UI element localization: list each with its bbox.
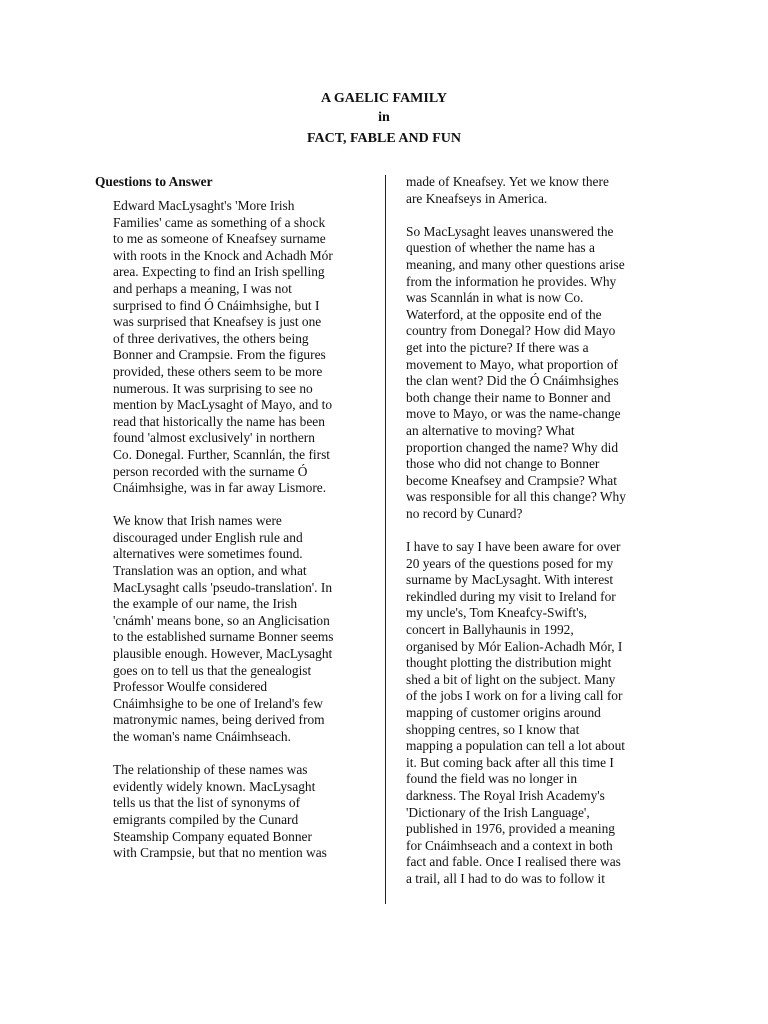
text-line: no record by Cunard? <box>406 505 523 521</box>
text-line: the woman's name Cnáimhseach. <box>113 729 291 744</box>
title-line-2: in <box>378 110 390 125</box>
section-heading: Questions to Answer <box>95 174 213 189</box>
text-line: found the field was no longer in <box>406 771 578 787</box>
text-line: Cnáimhsighe to be one of Ireland's few <box>113 695 323 711</box>
text-line: are Kneafseys in America. <box>406 190 548 206</box>
paragraph <box>113 513 371 745</box>
title-line-3: FACT, FABLE AND FUN <box>307 131 461 146</box>
text-line: was Scannlán in what is now Co. <box>406 290 584 306</box>
text-line: Families' came as something of a shock <box>113 214 326 230</box>
text-line: of three derivatives, the others being <box>113 330 309 346</box>
text-line: alternatives were sometimes found. <box>113 546 303 562</box>
text-line: my uncle's, Tom Kneafcy-Swift's, <box>406 605 588 621</box>
text-line: concert in Ballyhaunis in 1992, <box>406 622 574 638</box>
title-line-1: A GAELIC FAMILY <box>320 91 448 106</box>
text-line: numerous. It was surprising to see no <box>113 380 313 396</box>
text-line: organised by Mór Ealion-Achadh Mór, I <box>406 638 623 654</box>
right-column <box>406 174 659 904</box>
text-line: 'Dictionary of the Irish Language', <box>406 804 590 820</box>
text-line: the example of our name, the Irish <box>113 596 298 612</box>
text-line: was responsible for all this change? Why <box>406 489 626 505</box>
text-line: area. Expecting to find an Irish spelling <box>113 264 325 280</box>
text-line: read that historically the name has been <box>113 413 325 429</box>
text-line: with roots in the Knock and Achadh Mór <box>113 247 333 263</box>
text-line: and perhaps a meaning, I was not <box>113 280 292 296</box>
text-line: move to Mayo, or was the name-change <box>406 406 621 422</box>
text-line: mapping of customer origins around <box>406 705 601 720</box>
text-line: question of whether the name has a <box>406 240 595 256</box>
text-line: found 'almost exclusively' in northern <box>113 430 315 446</box>
text-line: it. But coming back after all this time I <box>406 754 614 770</box>
paragraph <box>113 198 371 497</box>
text-line: evidently widely known. MacLysaght <box>113 778 316 794</box>
text-line: darkness. The Royal Irish Academy's <box>406 787 605 803</box>
text-line: those who did not change to Bonner <box>406 456 600 472</box>
text-line: mention by MacLysaght of Mayo, and to <box>113 397 333 413</box>
column-divider <box>385 175 386 904</box>
paragraph <box>406 539 659 887</box>
text-line: emigrants compiled by the Cunard <box>113 811 299 827</box>
document-title <box>0 90 768 147</box>
text-line: shed a bit of light on the subject. Many <box>406 671 616 687</box>
text-line: the clan went? Did the Ó Cnáimhsighes <box>406 373 619 389</box>
text-line: to the established surname Bonner seems <box>113 629 334 645</box>
text-line: discouraged under English rule and <box>113 529 303 545</box>
text-line: surname by MacLysaght. With interest <box>406 572 614 588</box>
text-line: tells us that the list of synonyms of <box>113 795 301 811</box>
text-line: rekindled during my visit to Ireland for <box>406 588 616 604</box>
text-line: 'cnámh' means bone, so an Anglicisation <box>113 612 330 628</box>
text-line: for Cnáimhseach and a context in both <box>406 837 613 853</box>
text-line: So MacLysaght leaves unanswered the <box>406 223 614 239</box>
text-line: both change their name to Bonner and <box>406 389 611 405</box>
text-line: MacLysaght calls 'pseudo-translation'. In <box>113 579 333 595</box>
text-line: movement to Mayo, what proportion of <box>406 356 618 372</box>
left-column <box>113 198 371 878</box>
text-line: provided, these others seem to be more <box>113 363 323 379</box>
text-line: Co. Donegal. Further, Scannlán, the first <box>113 446 331 462</box>
text-line: mapping a population can tell a lot about <box>406 738 626 754</box>
text-line: proportion changed the name? Why did <box>406 439 619 455</box>
text-line: The relationship of these names was <box>113 762 308 778</box>
paragraph <box>113 762 371 862</box>
text-line: Waterford, at the opposite end of the <box>406 306 602 322</box>
text-line: matronymic names, being derived from <box>113 712 325 728</box>
text-line: surprised to find Ó Cnáimhsighe, but I <box>113 297 320 313</box>
text-line: person recorded with the surname Ó <box>113 463 308 479</box>
text-line: I have to say I have been aware for over <box>406 539 621 555</box>
text-line: made of Kneafsey. Yet we know there <box>406 174 609 189</box>
paragraph <box>406 224 659 523</box>
text-line: 20 years of the questions posed for my <box>406 555 614 571</box>
text-line: plausible enough. However, MacLysaght <box>113 646 333 662</box>
text-line: Cnáimhsighe, was in far away Lismore. <box>113 480 327 496</box>
text-line: become Kneafsey and Crampsie? What <box>406 472 617 488</box>
text-line: thought plotting the distribution might <box>406 655 612 671</box>
text-line: meaning, and many other questions arise <box>406 256 625 272</box>
text-line: from the information he provides. Why <box>406 273 617 289</box>
text-line: a trail, all I had to do was to follow it <box>406 870 605 886</box>
paragraph <box>406 174 659 207</box>
text-line: get into the picture? If there was a <box>406 339 589 355</box>
text-line: of the jobs I work on for a living call for <box>406 688 623 704</box>
text-line: an alternative to moving? What <box>406 422 575 438</box>
text-line: to me as someone of Kneafsey surname <box>113 231 326 247</box>
text-line: with Crampsie, but that no mention was <box>113 845 327 861</box>
text-line: Bonner and Crampsie. From the figures <box>113 347 326 363</box>
text-line: We know that Irish names were <box>113 513 282 529</box>
text-line: country from Donegal? How did Mayo <box>406 323 616 339</box>
text-line: Professor Woulfe considered <box>113 679 268 695</box>
text-line: shopping centres, so I know that <box>406 721 580 737</box>
text-line: Edward MacLysaght's 'More Irish <box>113 198 295 213</box>
text-line: Steamship Company equated Bonner <box>113 828 312 844</box>
text-line: goes on to tell us that the genealogist <box>113 662 312 678</box>
text-line: published in 1976, provided a meaning <box>406 821 616 837</box>
text-line: was surprised that Kneafsey is just one <box>113 314 322 330</box>
text-line: Translation was an option, and what <box>113 563 307 579</box>
text-line: fact and fable. Once I realised there was <box>406 854 621 870</box>
